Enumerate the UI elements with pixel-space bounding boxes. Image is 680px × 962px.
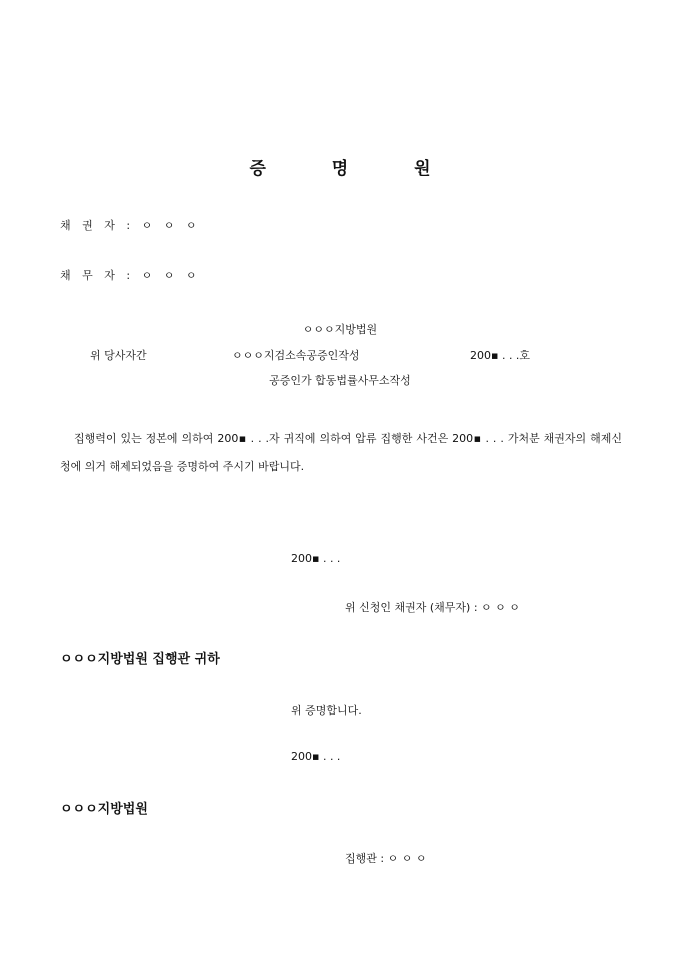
creditor-line: 채 권 자 : ㅇ ㅇ ㅇ xyxy=(60,219,201,232)
court-line: ㅇㅇㅇ지방법원 xyxy=(302,323,378,336)
case-number: 200▪ . . .호 xyxy=(470,349,531,362)
body-text: 집행력이 있는 정본에 의하여 200▪ . . .자 귀직에 의하여 압류 집행한 사건은 200▪ . . . 가처분 채권자의 해제신청에 의거 해제되었음을 증명하여 주시기 바랍니다. xyxy=(60,432,622,473)
law-firm-line: 공증인가 합동법률사무소작성 xyxy=(269,374,411,387)
parties-label: 위 당사자간 xyxy=(90,349,147,362)
document-title: 증 명 원 xyxy=(249,159,461,179)
notary-line: ㅇㅇㅇ지검소속공증인작성 xyxy=(232,349,360,362)
addressee-line: ㅇㅇㅇ지방법원 집행관 귀하 xyxy=(60,652,220,667)
debtor-line: 채 무 자 : ㅇ ㅇ ㅇ xyxy=(60,269,201,282)
court-signature: ㅇㅇㅇ지방법원 xyxy=(60,802,148,817)
applicant-line: 위 신청인 채권자 (채무자) : ㅇ ㅇ ㅇ xyxy=(345,601,520,614)
body-paragraph xyxy=(60,425,622,481)
certify-line: 위 증명합니다. xyxy=(291,704,362,717)
date-line-2: 200▪ . . . xyxy=(291,750,341,763)
bailiff-line: 집행관 : ㅇ ㅇ ㅇ xyxy=(345,852,427,865)
date-line-1: 200▪ . . . xyxy=(291,552,341,565)
